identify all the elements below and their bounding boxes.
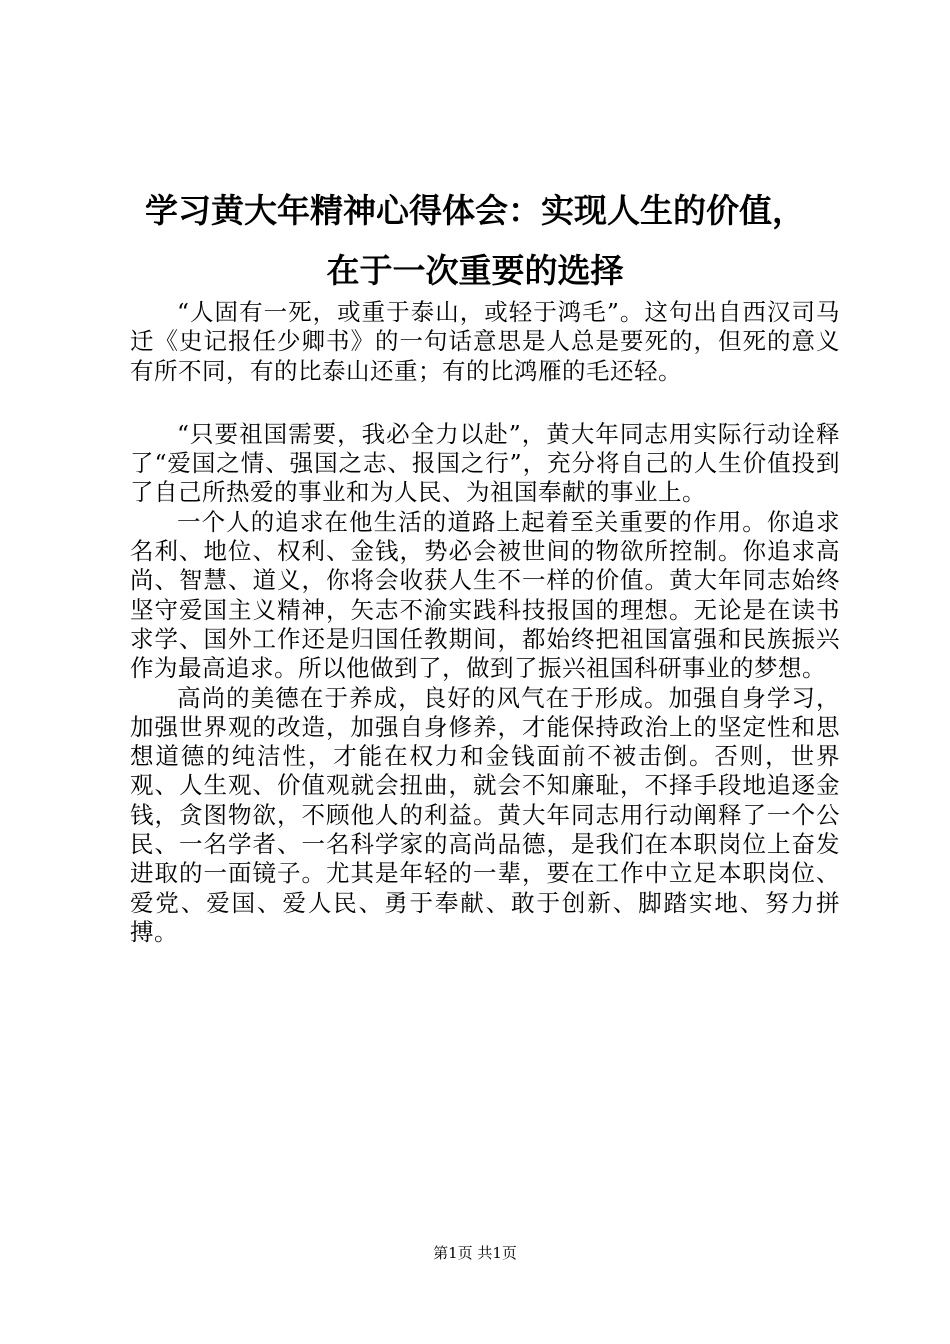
paragraph-1: “人固有一死，或重于泰山，或轻于鸿毛”。这句出自西汉司马迁《史记报任少卿书》的一句话意思是人总是要死的，但死的意义有所不同，有的比泰山还重；有的比鸿雁的毛还轻。 <box>130 298 840 385</box>
document-title-line-2: 在于一次重要的选择 <box>326 251 624 290</box>
document-title-line-1: 学习黄大年精神心得体会：实现人生的价值， <box>145 191 805 230</box>
paragraph-gap <box>130 386 840 420</box>
paragraph-4: 高尚的美德在于养成，良好的风气在于形成。加强自身学习，加强世界观的改造，加强自身修养，才能保持政治上的坚定性和思想道德的纯洁性，才能在权力和金钱面前不被击倒。否则，世界观、人生观、价值观就会扭曲，就会不知廉耻，不择手段地追逐金钱，贪图物欲，不顾他人的利益。黄大年同志用行动阐释了一个公民、一名学者、一名科学家的高尚品德，是我们在本职岗位上奋发进取的一面镜子。尤其是年轻的一辈，要在工作中立足本职岗位、爱党、爱国、爱人民、勇于奉献、敢于创新、脚踏实地、努力拼搏。 <box>130 683 840 946</box>
paragraph-2: “只要祖国需要，我必全力以赴”，黄大年同志用实际行动诠释了“爱国之情、强国之志、报国之行”，充分将自己的人生价值投到了自己所热爱的事业和为人民、为祖国奉献的事业上。 <box>130 419 840 507</box>
page-footer: 第1页 共1页 <box>433 1244 517 1262</box>
paragraph-3: 一个人的追求在他生活的道路上起着至关重要的作用。你追求名利、地位、权利、金钱，势必会被世间的物欲所控制。你追求高尚、智慧、道义，你将会收获人生不一样的价值。黄大年同志始终坚守爱国主义精神，矢志不渝实践科技报国的理想。无论是在读书求学、国外工作还是归国任教期间，都始终把祖国富强和民族振兴作为最高追求。所以他做到了，做到了振兴祖国科研事业的梦想。 <box>130 507 840 683</box>
document-body <box>130 298 840 947</box>
